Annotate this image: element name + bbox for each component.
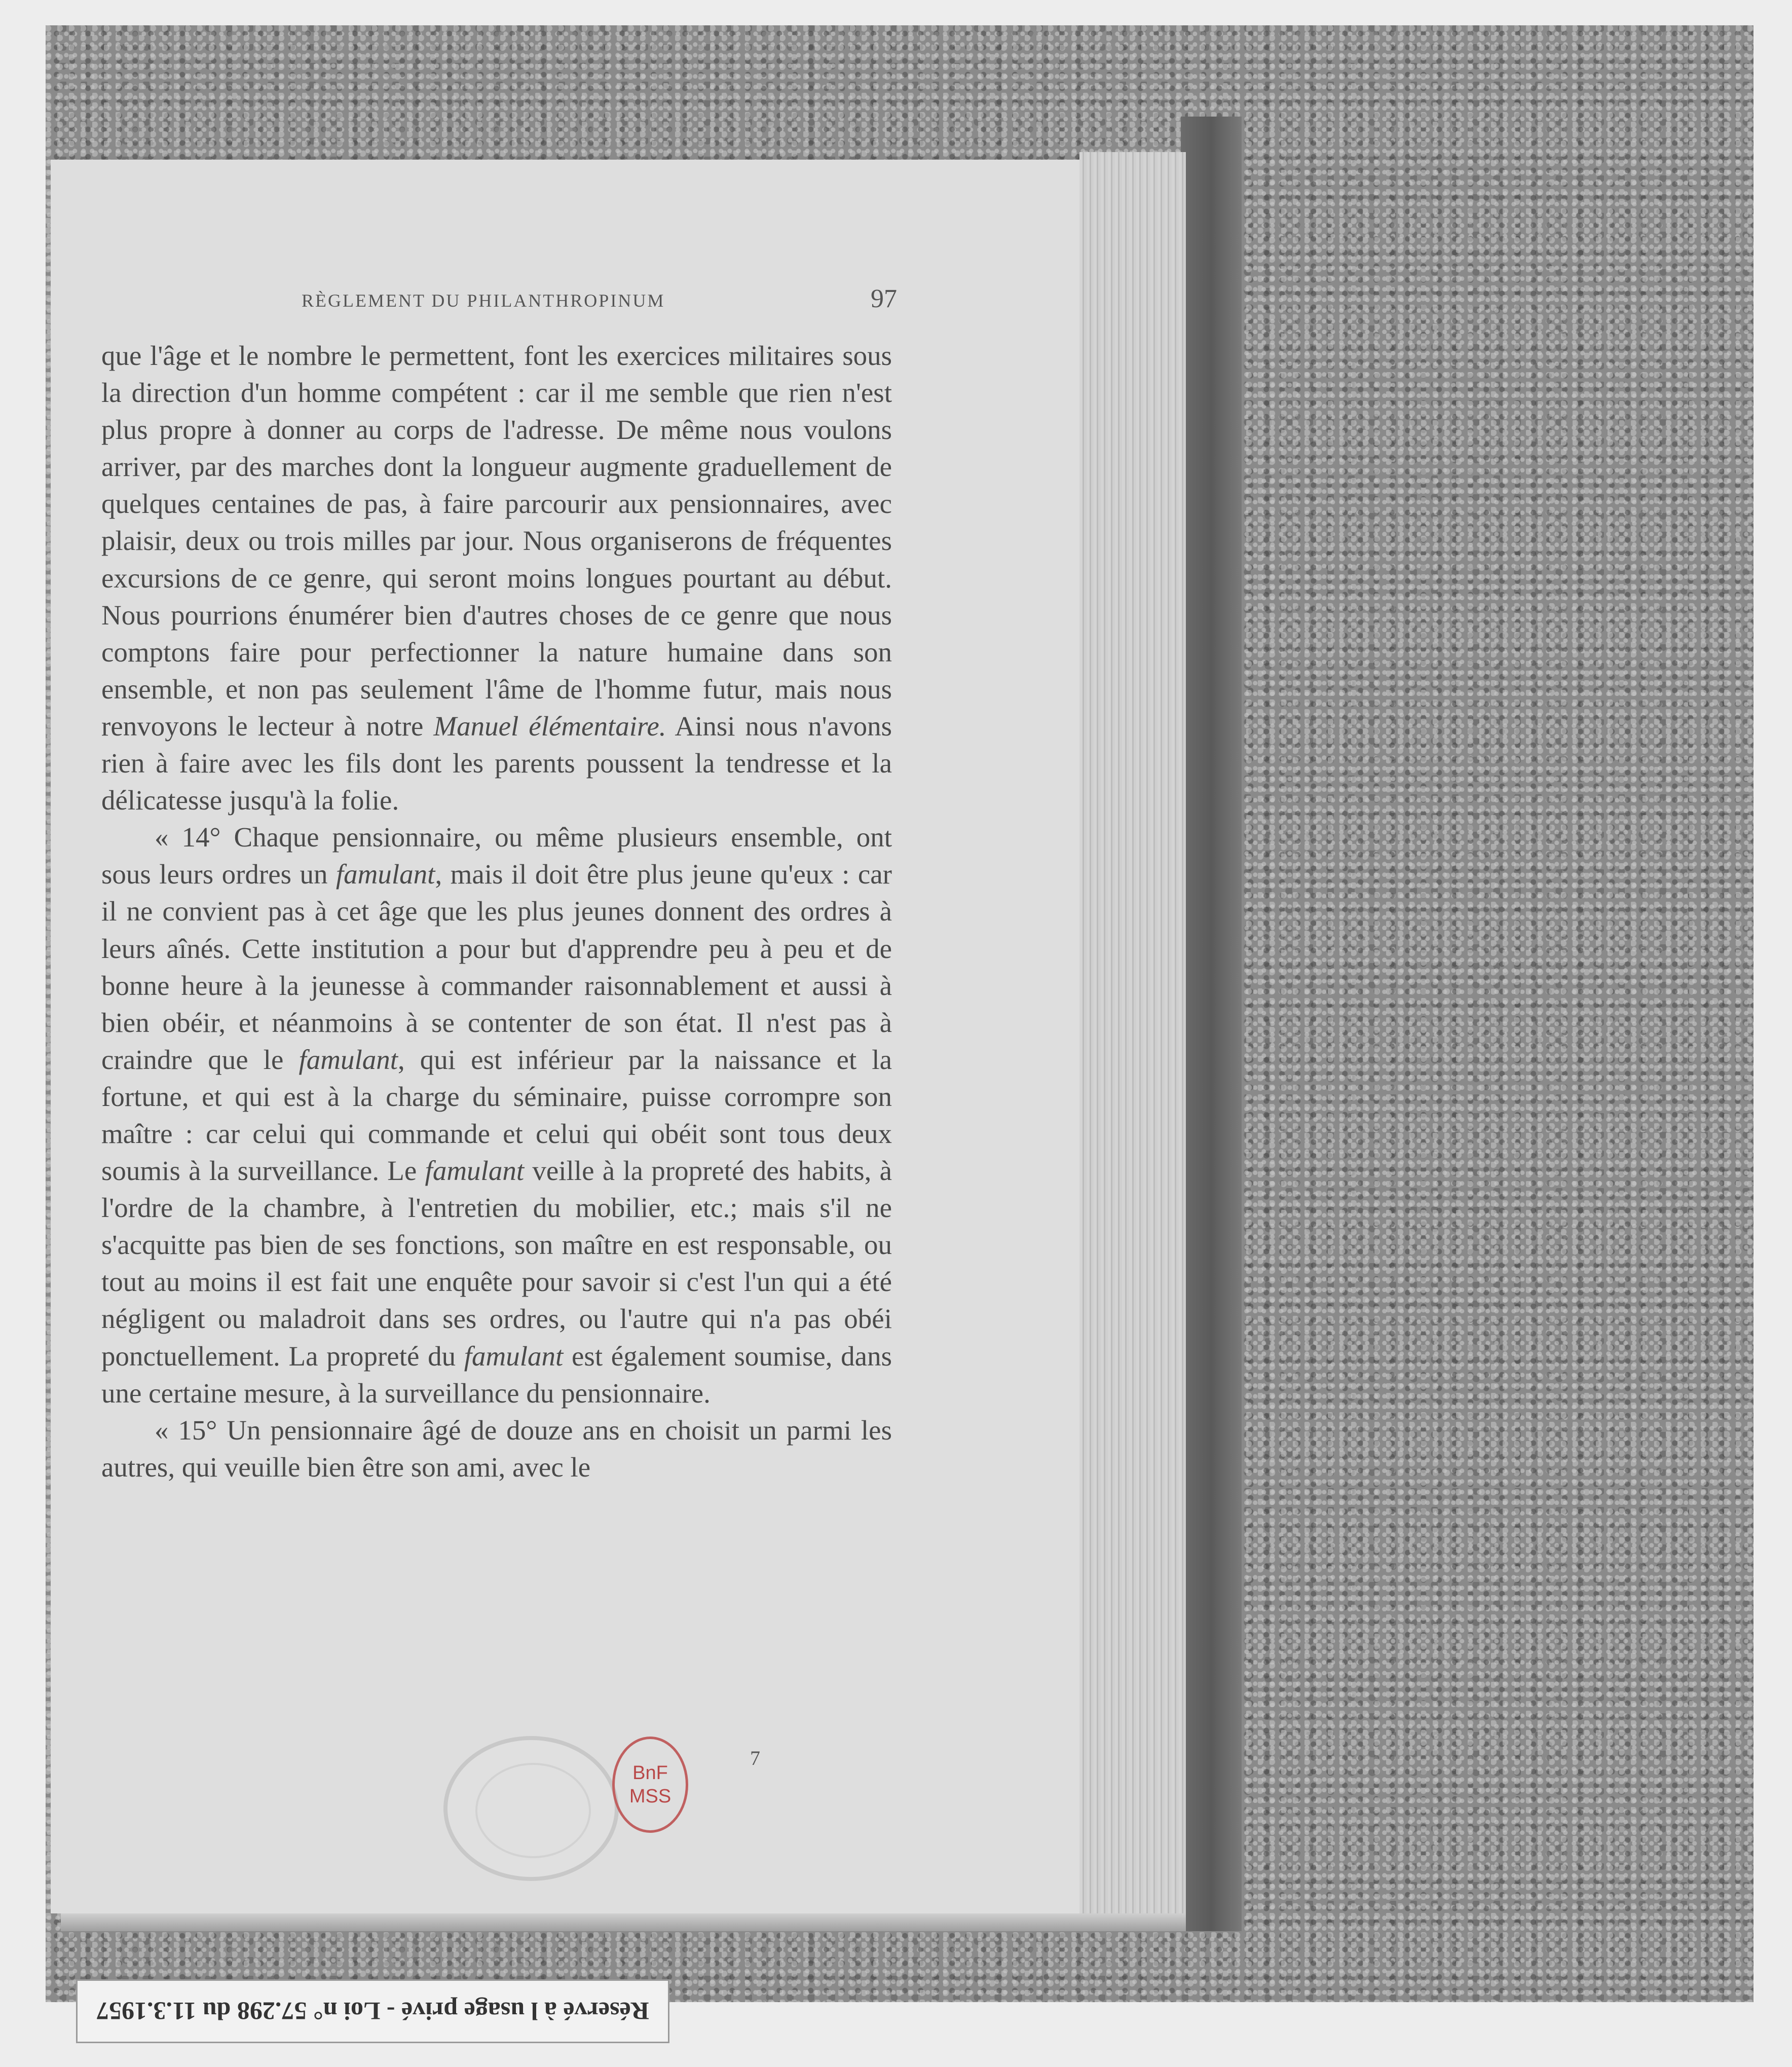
legal-notice-text: Réservé à l usage privé - Loi n° 57.298 du 11.3.1957 [96, 1997, 649, 2025]
text-run: Ainsi nous n'avons rien à faire avec les fils dont les parents poussent la tendresse et la délicatesse jusqu'à la folie. [101, 710, 892, 816]
page-number: 97 [871, 284, 897, 313]
page-bottom-edge [61, 1913, 1186, 1931]
text-run: que l'âge et le nombre le permettent, font les exercices militaires sous la direction d'un homme compétent : car il me semble que rien n'est plus propre à donner au corps de l'adresse. De même nous voulons arriver, par des marches dont la longueur augmente graduellement de quelques centaines de pas, à faire parcourir aux pensionnaires, avec plaisir, deux ou trois milles par jour. Nous organiserons de fréquentes excursions de ce genre, qui seront moins longues pourtant au début. Nous pourrions énumérer bien d'autres choses de ce genre que nous comptons faire pour perfectionner la nature humaine dans son ensemble, et non pas seulement l'âme de l'homme futur, mais nous renvoyons le lecteur à notre [101, 340, 892, 742]
library-seal-inner-ring [475, 1763, 591, 1858]
running-head: RÈGLEMENT DU PHILANTHROPINUM [302, 290, 665, 311]
signature-mark: 7 [750, 1747, 760, 1769]
text-run: , qui est inférieur par la naissance et la fortune, et qui est à la charge du séminaire, puisse corrompre son maître : car celui qui commande et celui qui obéit sont tous deux soumis à la surveillance. Le [101, 1044, 892, 1187]
page-stack-edges [1079, 152, 1186, 1931]
body-text [101, 337, 892, 1486]
page-header [96, 284, 897, 319]
italic-text: famulant [298, 1044, 398, 1075]
stamp-line: BnF [632, 1762, 668, 1784]
paragraph [101, 337, 892, 819]
bnf-mss-stamp [612, 1737, 688, 1833]
paragraph [101, 819, 892, 1412]
legal-notice-label [76, 1979, 669, 2043]
text-run: veille à la propreté des habits, à l'ordre de la chambre, à l'entretien du mobilier, etc.; mais s'il ne s'acquitte pas bien de ses fonctions, son maître en est responsable, ou tout au moins il est fait une enquête pour savoir si c'est l'un qui a été négligent ou maladroit dans ses ordres, ou l'autre qui n'a pas obéi ponctuellement. La propreté du [101, 1155, 892, 1372]
text-run: « 15° Un pensionnaire âgé de douze ans en choisit un parmi les autres, qui veuille bien être son ami, avec le [101, 1414, 892, 1483]
text-run: « 14° Chaque pensionnaire, ou même plusieurs ensemble, ont sous leurs ordres un [101, 822, 892, 890]
stamp-line: MSS [629, 1786, 671, 1807]
paragraph [101, 1412, 892, 1486]
italic-text: famulant [425, 1155, 525, 1187]
board-shadow-strip [1181, 117, 1242, 1931]
italic-text: famulant [464, 1340, 564, 1372]
text-run: est également soumise, dans une certaine mesure, à la surveillance du pensionnaire. [101, 1340, 892, 1409]
italic-text: Manuel élémentaire. [433, 710, 666, 742]
library-seal-stamp [443, 1736, 619, 1881]
text-run: , mais il doit être plus jeune qu'eux : car il ne convient pas à cet âge que les plus jeunes donnent des ordres à leurs aînés. Cette institution a pour but d'apprendre peu à peu et de bonne heure à la jeunesse à commander raisonnablement et aussi à bien obéir, et néanmoins à se contenter de son état. Il n'est pas à craindre que le [101, 859, 892, 1075]
italic-text: famulant [335, 859, 435, 890]
